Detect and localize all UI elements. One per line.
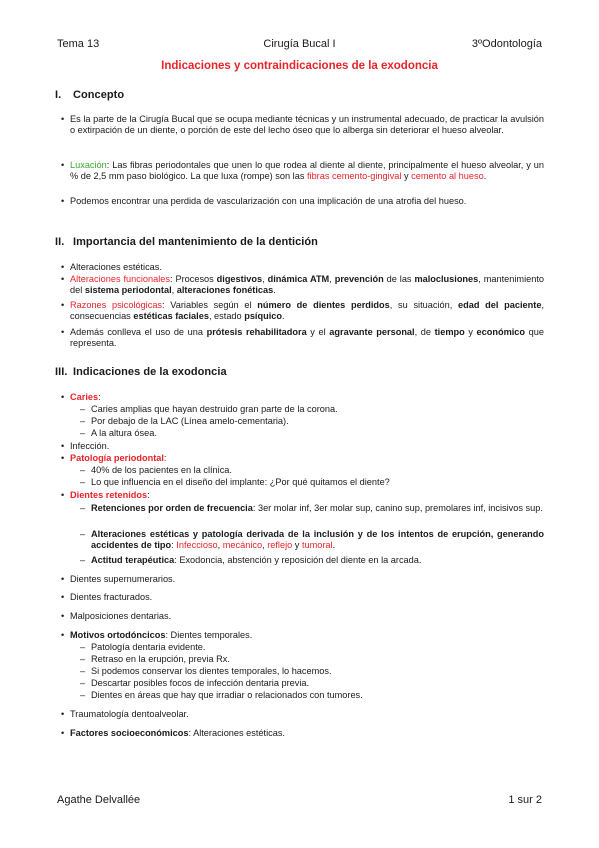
section-heading-indicaciones xyxy=(55,366,227,378)
keyword: dinámica ATM xyxy=(267,274,330,284)
sub-list-item xyxy=(80,503,544,514)
sub-item-text: A la altura ósea. xyxy=(91,428,157,438)
bullet-icon: • xyxy=(61,574,65,584)
sub-item-text xyxy=(91,529,544,552)
text-run: : xyxy=(163,453,167,463)
bullet-icon: • xyxy=(61,196,65,206)
section-number: I. xyxy=(55,89,62,101)
text-run: : Exodoncia, abstención y reposición del diente en la arcada. xyxy=(174,555,422,565)
sub-item-text: Lo que influencia en el diseño del implante: ¿Por qué quitamos el diente? xyxy=(91,477,390,487)
list-item xyxy=(61,392,544,403)
keyword: económico xyxy=(476,327,526,337)
text-run: y xyxy=(292,540,302,551)
text-run: : Variables según el xyxy=(162,300,258,310)
bullet-icon: • xyxy=(61,114,65,124)
dash-icon: – xyxy=(80,428,86,438)
dash-icon: – xyxy=(80,678,86,688)
text-run: de las xyxy=(383,274,415,284)
text-run: , consecuencias xyxy=(70,300,544,322)
text-run: , xyxy=(262,540,268,551)
sub-list-item xyxy=(80,529,544,552)
sub-item-text: Patología dentaria evidente. xyxy=(91,642,206,652)
sub-list-item xyxy=(80,642,544,653)
bullet-icon: • xyxy=(61,441,65,451)
text-run: : Las fibras periodontales que unen lo que rodea al diente al diente, principalmente el hueso alveolar, y un % de 2,5 mm paso biológico. La que luxa (rompe) son las xyxy=(70,160,544,182)
list-item xyxy=(61,274,544,297)
bullet-icon: • xyxy=(61,630,65,640)
text-run: , estado xyxy=(208,311,245,322)
footer-page-number: 1 sur 2 xyxy=(508,794,542,806)
term-reflejo: reflejo xyxy=(267,540,293,551)
bullet-text: Malposiciones dentarias. xyxy=(70,611,172,621)
bullet-icon: • xyxy=(61,453,65,463)
list-item xyxy=(61,728,544,739)
term-tumoral: tumoral xyxy=(301,540,333,551)
text-run: . xyxy=(273,285,276,296)
sub-item-text xyxy=(91,503,544,514)
text-run: y xyxy=(464,327,477,337)
list-item xyxy=(61,196,544,207)
text-run: y el xyxy=(306,327,330,337)
sub-list-item xyxy=(80,666,544,677)
text-run: , xyxy=(262,274,268,284)
dash-icon: – xyxy=(80,666,86,676)
bullet-text xyxy=(70,490,544,501)
sub-list-item xyxy=(80,477,544,488)
sub-list-item xyxy=(80,555,544,566)
term-fibras-cemento-gingival: fibras cemento-gingival xyxy=(306,171,402,182)
sub-list-item xyxy=(80,428,544,439)
sub-item-text: Si podemos conservar los dientes temporales, lo hacemos. xyxy=(91,666,332,676)
bullet-icon: • xyxy=(61,274,65,284)
bullet-text xyxy=(70,392,544,403)
header-topic: Tema 13 xyxy=(57,38,100,50)
sub-list-item xyxy=(80,465,544,476)
text-run: , mantenimiento del xyxy=(70,274,544,296)
bullet-text: Es la parte de la Cirugía Bucal que se ocupa mediante técnicas y un instrumental adecuado, de practicar la avulsión o extirpación de un diente, o porción de este del lecho óseo que lo alberga sin deteriorar el hueso alveolar. xyxy=(70,114,544,136)
dash-icon: – xyxy=(80,416,86,426)
text-run: : 3er molar inf, 3er molar sup, canino sup, premolares inf, incisivos sup. xyxy=(252,503,543,513)
dash-icon: – xyxy=(80,555,86,565)
keyword: prevención xyxy=(334,274,384,284)
text-run: . xyxy=(281,311,285,322)
keyword: Retenciones por orden de frecuencia xyxy=(91,503,253,513)
term-caries: Caries xyxy=(70,392,99,402)
keyword: edad del paciente xyxy=(458,300,542,310)
keyword: maloclusiones xyxy=(414,274,479,284)
bullet-text xyxy=(70,327,544,350)
term-alteraciones-funcionales: Alteraciones funcionales xyxy=(70,274,170,284)
keyword: agravante personal xyxy=(329,327,415,337)
keyword: Factores socioeconómicos xyxy=(70,728,189,738)
sub-item-text xyxy=(91,555,544,566)
text-run: : Procesos xyxy=(169,274,217,284)
term-mecanico: mecánico xyxy=(222,540,263,551)
term-dientes-retenidos: Dientes retenidos xyxy=(70,490,148,500)
list-item xyxy=(61,453,544,464)
bullet-text xyxy=(70,300,544,323)
keyword: número de dientes perdidos xyxy=(257,300,390,310)
bullet-text: Dientes supernumerarios. xyxy=(70,574,176,584)
bullet-text xyxy=(70,274,544,297)
bullet-text xyxy=(70,453,544,464)
keyword: tiempo xyxy=(434,327,465,337)
section-number: II. xyxy=(55,236,65,248)
bullet-icon: • xyxy=(61,611,65,621)
keyword: psíquico xyxy=(244,311,282,322)
keyword: sistema periodontal xyxy=(84,285,172,296)
section-title: Importancia del mantenimiento de la dentición xyxy=(73,236,318,248)
sub-list-item xyxy=(80,690,544,701)
list-item xyxy=(61,327,544,350)
bullet-text: Podemos encontrar una perdida de vascularización con una implicación de una atrofia del hueso. xyxy=(70,196,467,206)
text-run: : Alteraciones estéticas. xyxy=(188,728,285,738)
keyword: Motivos ortodóncicos xyxy=(70,630,166,640)
term-razones-psicologicas: Razones psicológicas xyxy=(70,300,163,310)
dash-icon: – xyxy=(80,642,86,652)
dash-icon: – xyxy=(80,529,86,539)
bullet-icon: • xyxy=(61,592,65,602)
text-run: . xyxy=(332,540,336,551)
text-run: Además conlleva el uso de una xyxy=(70,327,207,337)
term-patologia-periodontal: Patología periodontal xyxy=(70,453,164,463)
bullet-icon: • xyxy=(61,160,65,170)
sub-item-text: Dientes en áreas que hay que irradiar o relacionados con tumores. xyxy=(91,690,363,700)
bullet-icon: • xyxy=(61,728,65,738)
list-item xyxy=(61,709,544,720)
term-infeccioso: Infeccioso xyxy=(176,540,218,551)
list-item xyxy=(61,114,544,137)
text-run: : xyxy=(98,392,101,402)
list-item xyxy=(61,574,544,585)
list-item xyxy=(61,592,544,603)
text-run: , xyxy=(217,540,223,551)
list-item xyxy=(61,160,544,183)
bullet-text xyxy=(70,160,544,183)
sub-list-item xyxy=(80,416,544,427)
document-title: Indicaciones y contraindicaciones de la exodoncia xyxy=(161,60,438,72)
bullet-icon: • xyxy=(61,327,65,337)
dash-icon: – xyxy=(80,654,86,664)
keyword: alteraciones fonéticas xyxy=(176,285,274,296)
term-cemento-al-hueso: cemento al hueso xyxy=(411,171,484,182)
keyword: estéticas faciales xyxy=(133,311,209,322)
list-item xyxy=(61,611,544,622)
bullet-icon: • xyxy=(61,262,65,272)
section-title: Concepto xyxy=(73,89,125,101)
keyword: Alteraciones estéticas y patología derivada de la inclusión y de los intentos de erupción, generando accidentes de tipo xyxy=(91,529,544,551)
text-run: : xyxy=(171,540,177,551)
dash-icon: – xyxy=(80,404,86,414)
text-run: , xyxy=(171,285,177,296)
bullet-text: Traumatología dentoalveolar. xyxy=(70,709,189,719)
text-run: , su situación, xyxy=(389,300,458,310)
dash-icon: – xyxy=(80,503,86,513)
text-run: , xyxy=(329,274,335,284)
bullet-text: Alteraciones estéticas. xyxy=(70,262,162,272)
section-number: III. xyxy=(55,366,68,378)
bullet-text xyxy=(70,630,544,641)
dash-icon: – xyxy=(80,465,86,475)
list-item xyxy=(61,300,544,323)
keyword: prótesis rehabilitadora xyxy=(206,327,307,337)
text-run: , de xyxy=(414,327,435,337)
bullet-icon: • xyxy=(61,392,65,402)
list-item xyxy=(61,630,544,641)
bullet-icon: • xyxy=(61,490,65,500)
text-run: que representa. xyxy=(70,327,544,349)
list-item xyxy=(61,262,544,273)
bullet-text xyxy=(70,728,544,739)
header-subject: Cirugía Bucal I xyxy=(263,38,336,50)
keyword: digestivos xyxy=(216,274,263,284)
sub-item-text: 40% de los pacientes en la clínica. xyxy=(91,465,232,475)
header-course: 3ºOdontología xyxy=(471,38,542,50)
section-title: Indicaciones de la exodoncia xyxy=(73,366,227,378)
sub-list-item xyxy=(80,654,544,665)
bullet-icon: • xyxy=(61,709,65,719)
sub-item-text: Por debajo de la LAC (Línea amelo-cementaria). xyxy=(91,416,289,426)
keyword: Actitud terapéutica xyxy=(91,555,175,565)
footer-author: Agathe Delvallée xyxy=(57,794,141,806)
sub-item-text: Descartar posibles focos de infección dentaria previa. xyxy=(91,678,310,688)
sub-item-text: Caries amplias que hayan destruido gran parte de la corona. xyxy=(91,404,338,414)
sub-list-item xyxy=(80,404,544,415)
list-item xyxy=(61,441,544,452)
section-heading-concepto xyxy=(55,89,124,101)
term-luxacion: Luxación xyxy=(70,160,107,170)
text-run: y xyxy=(401,171,412,182)
sub-item-text: Retraso en la erupción, previa Rx. xyxy=(91,654,230,664)
bullet-text: Infección. xyxy=(70,441,110,451)
dash-icon: – xyxy=(80,690,86,700)
dash-icon: – xyxy=(80,477,86,487)
section-heading-importancia xyxy=(55,236,318,248)
text-run: : Dientes temporales. xyxy=(165,630,253,640)
bullet-text: Dientes fracturados. xyxy=(70,592,153,602)
sub-list-item xyxy=(80,678,544,689)
text-run: : xyxy=(147,490,150,500)
text-run: . xyxy=(483,171,487,182)
list-item xyxy=(61,490,544,501)
bullet-icon: • xyxy=(61,300,65,310)
